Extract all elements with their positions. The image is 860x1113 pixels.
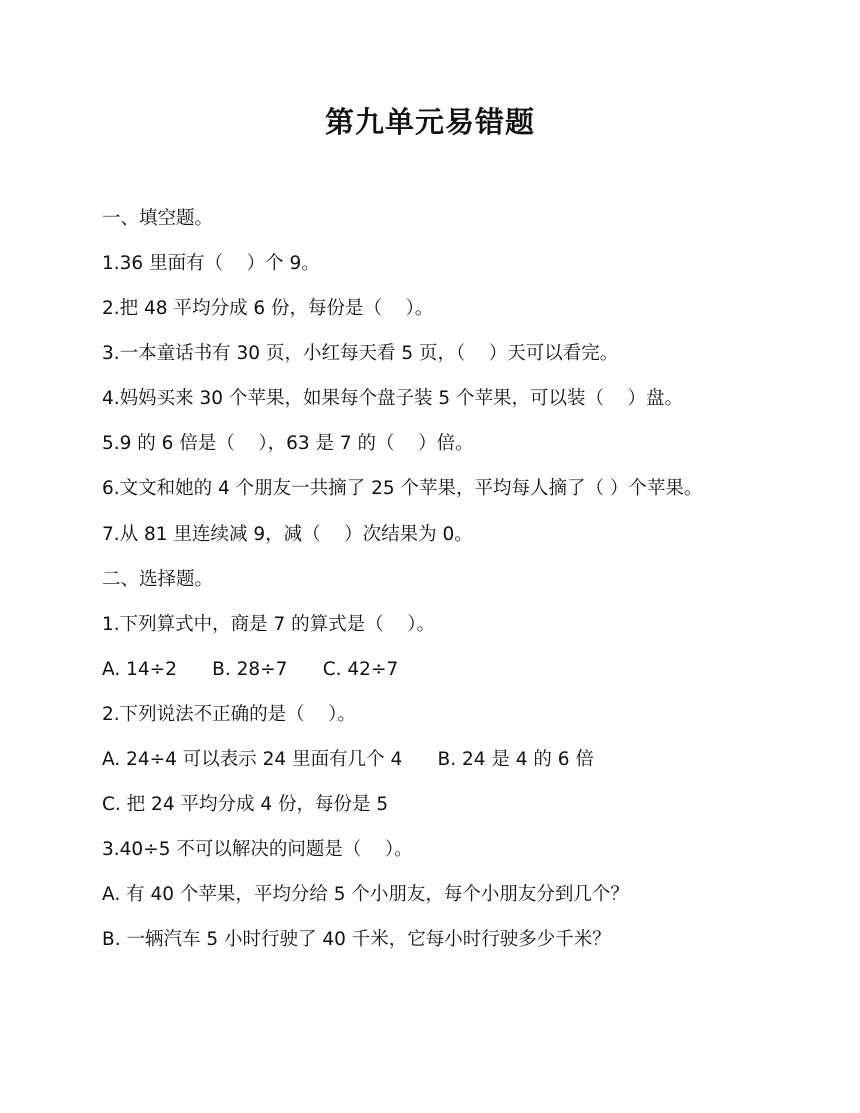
- question-text: 6.文文和她的 4 个朋友一共摘了 25 个苹果，平均每人摘了（ ）个苹果。: [102, 478, 703, 499]
- question-text: 3.一本童话书有 30 页，小红每天看 5 页，（ ）天可以看完。: [102, 343, 619, 364]
- answer-option: B. 一辆汽车 5 小时行驶了 40 千米，它每小时行驶多少千米？: [102, 929, 611, 950]
- answer-option: A. 有 40 个苹果，平均分给 5 个小朋友，每个小朋友分到几个？: [102, 884, 629, 905]
- answer-option: C. 把 24 平均分成 4 份，每份是 5: [102, 794, 389, 815]
- section-heading-fill-in: 一、填空题。: [102, 208, 214, 229]
- section-heading-multiple-choice: 二、选择题。: [102, 569, 214, 590]
- question-text: 5.9 的 6 倍是（ ），63 是 7 的（ ）倍。: [102, 433, 474, 454]
- question-text: 1.36 里面有（ ）个 9。: [102, 253, 320, 274]
- question-text: 4.妈妈买来 30 个苹果，如果每个盘子装 5 个苹果，可以装（ ）盘。: [102, 388, 684, 409]
- question-text: 3.40÷5 不可以解决的问题是（ ）。: [102, 839, 413, 860]
- page-title: 第九单元易错题: [324, 105, 535, 139]
- worksheet-content: [102, 204, 750, 970]
- answer-options: A. 14÷2 B. 28÷7 C. 42÷7: [102, 659, 399, 680]
- question-text: 2.下列说法不正确的是（ ）。: [102, 704, 356, 725]
- question-text: 7.从 81 里连续减 9，减（ ）次结果为 0。: [102, 524, 473, 545]
- question-text: 2.把 48 平均分成 6 份，每份是（ ）。: [102, 298, 434, 319]
- question-text: 1.下列算式中，商是 7 的算式是（ ）。: [102, 614, 435, 635]
- answer-options: A. 24÷4 可以表示 24 里面有几个 4 B. 24 是 4 的 6 倍: [102, 749, 594, 770]
